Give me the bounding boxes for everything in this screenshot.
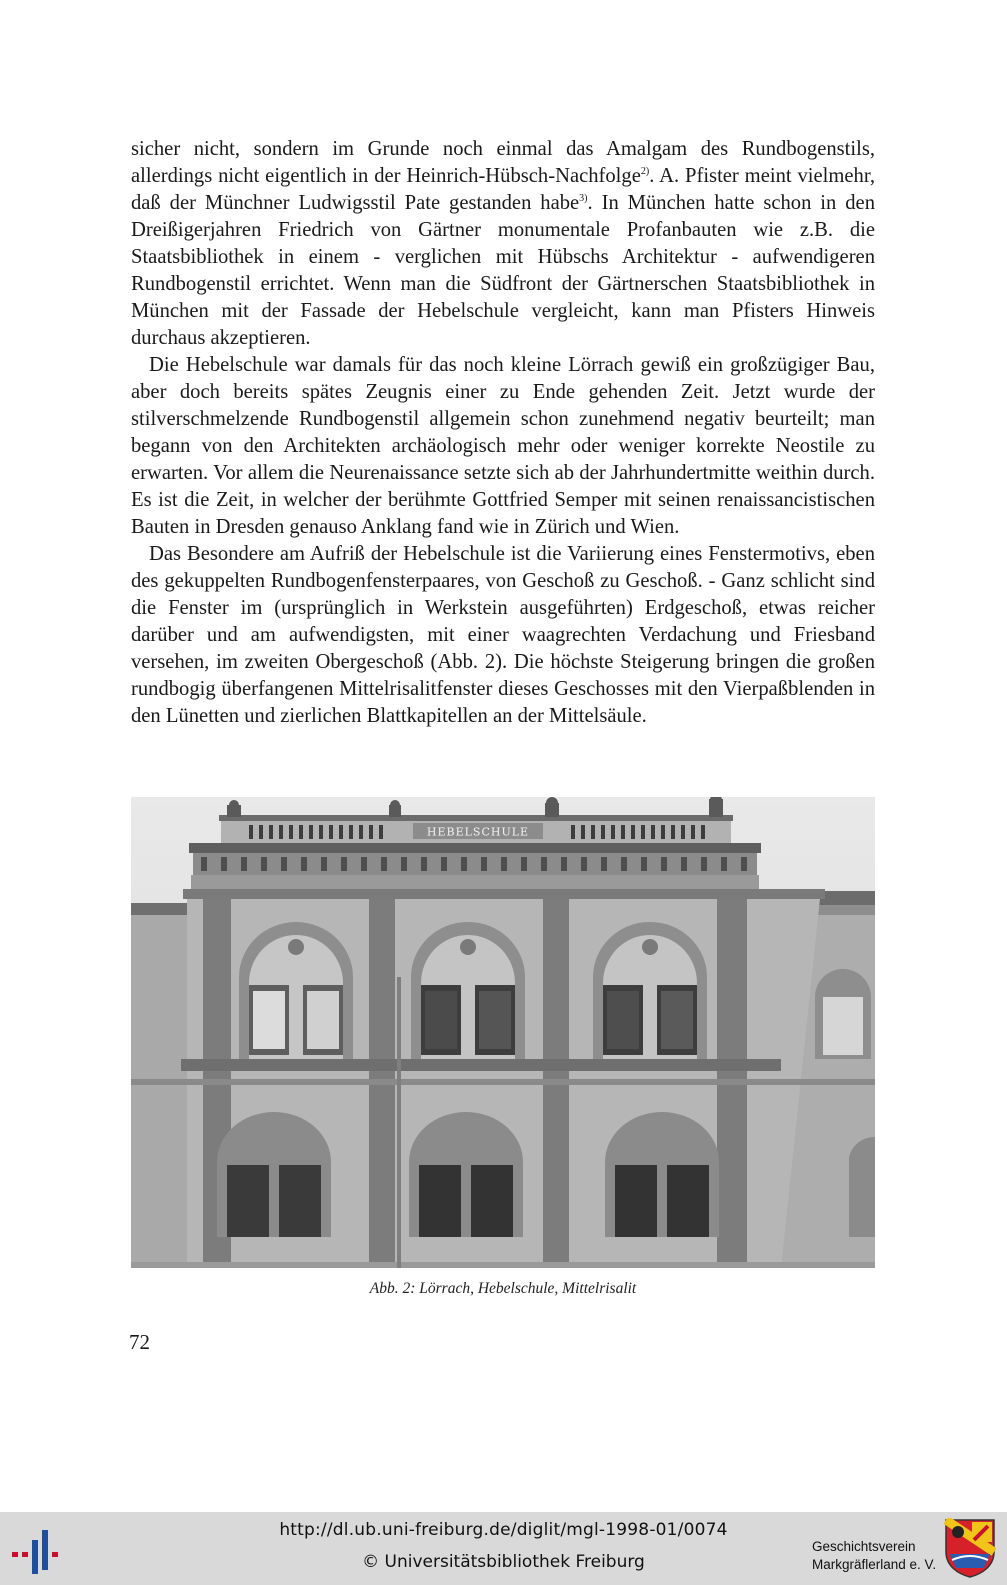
coat-of-arms-icon bbox=[944, 1518, 996, 1578]
paragraph-3: Das Besondere am Aufriß der Hebelschule ist die Variierung eines Fenstermotivs, eben des gekuppelten Rundbogenfensterpaares, von Geschoß zu Geschoß. - Ganz schlicht sind die Fenster im (ursprünglich in Werkstein ausgeführten) Erdgeschoß, etwas reicher darüber und am aufwendigsten, mit einer waagrechten Verdachung und Friesband versehen, im zweiten Obergeschoß (Abb. 2). Die höchste Steigerung bringen die großen rundbogig überfangenen Mittelrisalitfenster dieses Geschosses mit den Vierpaßblenden in den Lünetten und zierlichen Blattkapitellen an der Mittelsäule. bbox=[131, 543, 875, 727]
footnote-ref-2[interactable]: 2) bbox=[640, 166, 650, 178]
footnote-ref-3[interactable]: 3) bbox=[579, 193, 588, 205]
body-text bbox=[131, 136, 875, 730]
footer-bar bbox=[0, 1512, 1007, 1585]
publisher-name: Geschichtsverein Markgräflerland e. V. bbox=[812, 1539, 937, 1572]
paragraph-1: sicher nicht, sondern im Grunde noch einmal das Amalgam des Rundbogenstils, allerdings nicht eigentlich in der Heinrich-Hübsch-Nachfolge$^{2)}$. A. Pfister meint vielmehr, daß der Münchner Ludwigsstil Pate gestanden habe$^{3)}$. In München hatte schon in den Dreißigerjahren Friedrich von Gärtner monumentale Profanbauten wie z.B. die Staatsbibliothek in einem - verglichen mit Hübschs Architektur - aufwendigeren Rundbogenstil errichtet. Wenn man die Südfront der Gärtnerschen Staatsbibliothek in München mit der Fassade der Hebelschule vergleicht, kann man Pfisters Hinweis durchaus akzeptieren. bbox=[131, 138, 875, 349]
building-sign-text: HEBELSCHULE bbox=[426, 825, 530, 839]
page-number: 72 bbox=[129, 1330, 150, 1354]
copyright-text: © Universitätsbibliothek Freiburg bbox=[362, 1552, 645, 1572]
figure-caption: Abb. 2: Lörrach, Hebelschule, Mittelrisalit bbox=[369, 1280, 637, 1297]
paragraph-2: Die Hebelschule war damals für das noch kleine Lörrach gewiß ein großzügiger Bau, aber doch bereits spätes Zeugnis einer zu Ende gehenden Zeit. Jetzt wurde der stilverschmelzende Rundbogenstil allgemein schon zunehmend negativ beurteilt; man begann von den Architekten archäologisch mehr oder weniger korrekte Neostile zu erwarten. Vor allem die Neurenaissance setzte sich ab der Jahrhundertmitte weithin durch. Es ist die Zeit, in welcher der berühmte Gottfried Semper mit seinen renaissancistischen Bauten in Dresden genauso Anklang fand wie in Zürich und Wien. bbox=[131, 354, 875, 538]
source-url-link[interactable]: http://dl.ub.uni-freiburg.de/diglit/mgl-1998-01/0074 bbox=[279, 1520, 728, 1540]
building-photo bbox=[131, 797, 875, 1268]
